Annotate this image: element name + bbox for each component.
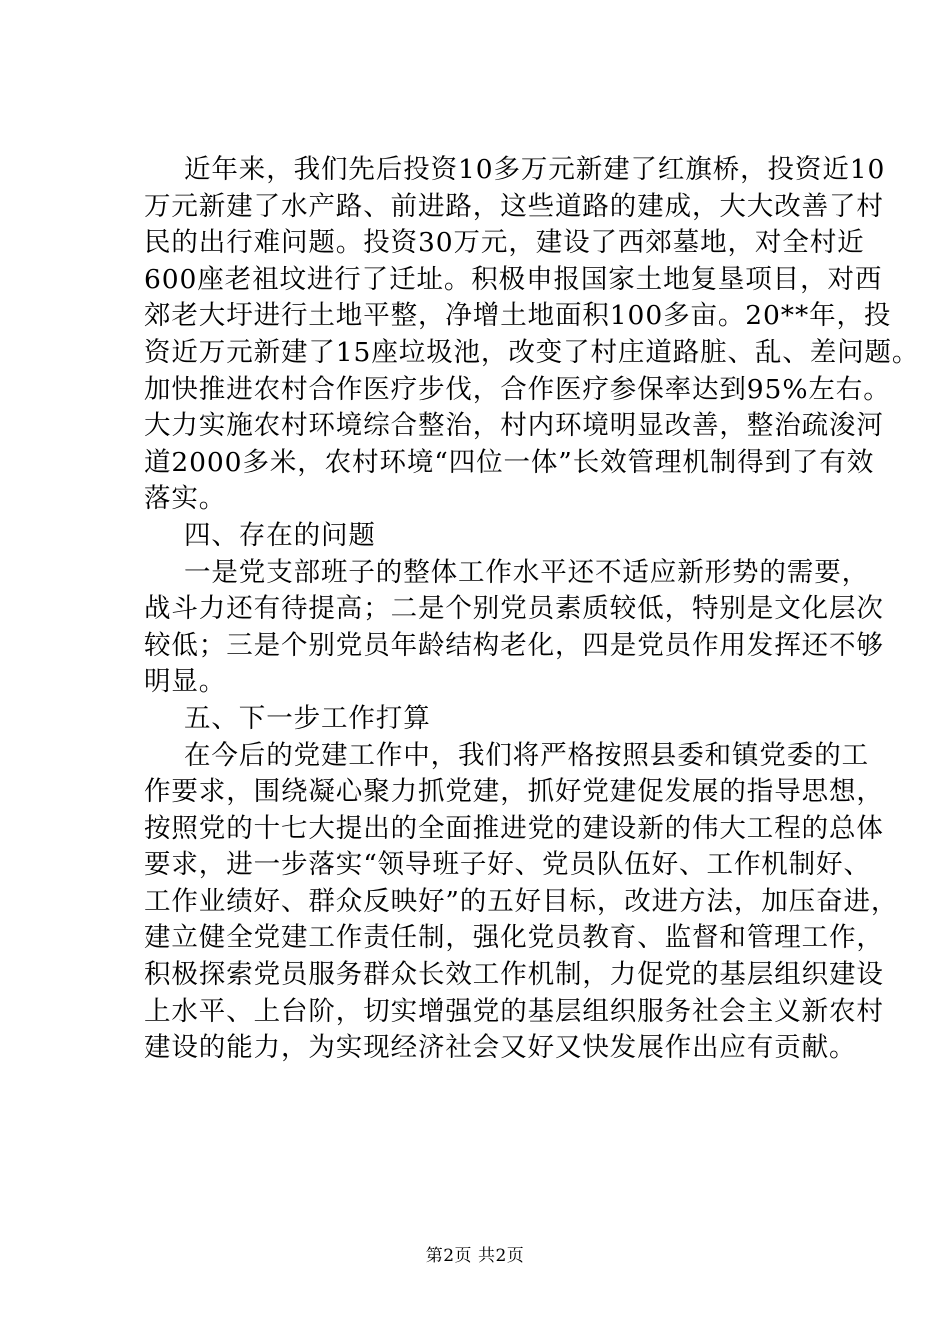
text-line: 五、下一步工作打算 [184, 702, 431, 734]
text-line: 民的出行难问题。投资30万元，建设了西郊墓地，对全村近 [144, 227, 865, 259]
text-line: 万元新建了水产路、前进路，这些道路的建成，大大改善了村 [144, 190, 884, 222]
text-line: 郊老大圩进行土地平整，净增土地面积100多亩。20**年，投 [144, 300, 892, 332]
text-line: 资近万元新建了15座垃圾池，改变了村庄道路脏、乱、差问题。 [144, 336, 920, 368]
text-line: 一是党支部班子的整体工作水平还不适应新形势的需要， [184, 556, 869, 588]
text-line: 建立健全党建工作责任制，强化党员教育、监督和管理工作， [144, 922, 884, 954]
document-body [144, 152, 920, 1067]
text-line: 600座老祖坟进行了迁址。积极申报国家土地复垦项目，对西 [144, 263, 883, 295]
text-line: 按照党的十七大提出的全面推进党的建设新的伟大工程的总体 [144, 812, 884, 844]
page-footer: 第2页 共2页 [425, 1246, 525, 1266]
text-line: 上水平、上台阶，切实增强党的基层组织服务社会主义新农村 [144, 995, 884, 1027]
text-line: 加快推进农村合作医疗步伐，合作医疗参保率达到95%左右。 [144, 373, 891, 405]
text-line: 大力实施农村环境综合整治，村内环境明显改善，整治疏浚河 [144, 410, 884, 442]
text-line: 要求，进一步落实“领导班子好、党员队伍好、工作机制好、 [144, 849, 871, 881]
text-line: 落实。 [144, 483, 227, 515]
text-line: 积极探索党员服务群众长效工作机制，力促党的基层组织建设 [144, 959, 884, 991]
text-line: 建设的能力，为实现经济社会又好又快发展作出应有贡献。 [144, 1032, 857, 1064]
text-line: 作要求，围绕凝心聚力抓党建，抓好党建促发展的指导思想， [144, 776, 884, 808]
text-line: 工作业绩好、群众反映好”的五好目标，改进方法，加压奋进， [144, 885, 899, 917]
text-line: 在今后的党建工作中，我们将严格按照县委和镇党委的工 [184, 739, 869, 771]
text-line: 近年来，我们先后投资10多万元新建了红旗桥，投资近10 [184, 154, 886, 185]
text-line: 战斗力还有待提高；二是个别党员素质较低，特别是文化层次 [144, 593, 884, 625]
text-line: 四、存在的问题 [184, 519, 376, 551]
text-line: 较低；三是个别党员年龄结构老化，四是党员作用发挥还不够 [144, 629, 884, 661]
text-line: 明显。 [144, 666, 227, 698]
text-line: 道2000多米，农村环境“四位一体”长效管理机制得到了有效 [144, 446, 875, 478]
